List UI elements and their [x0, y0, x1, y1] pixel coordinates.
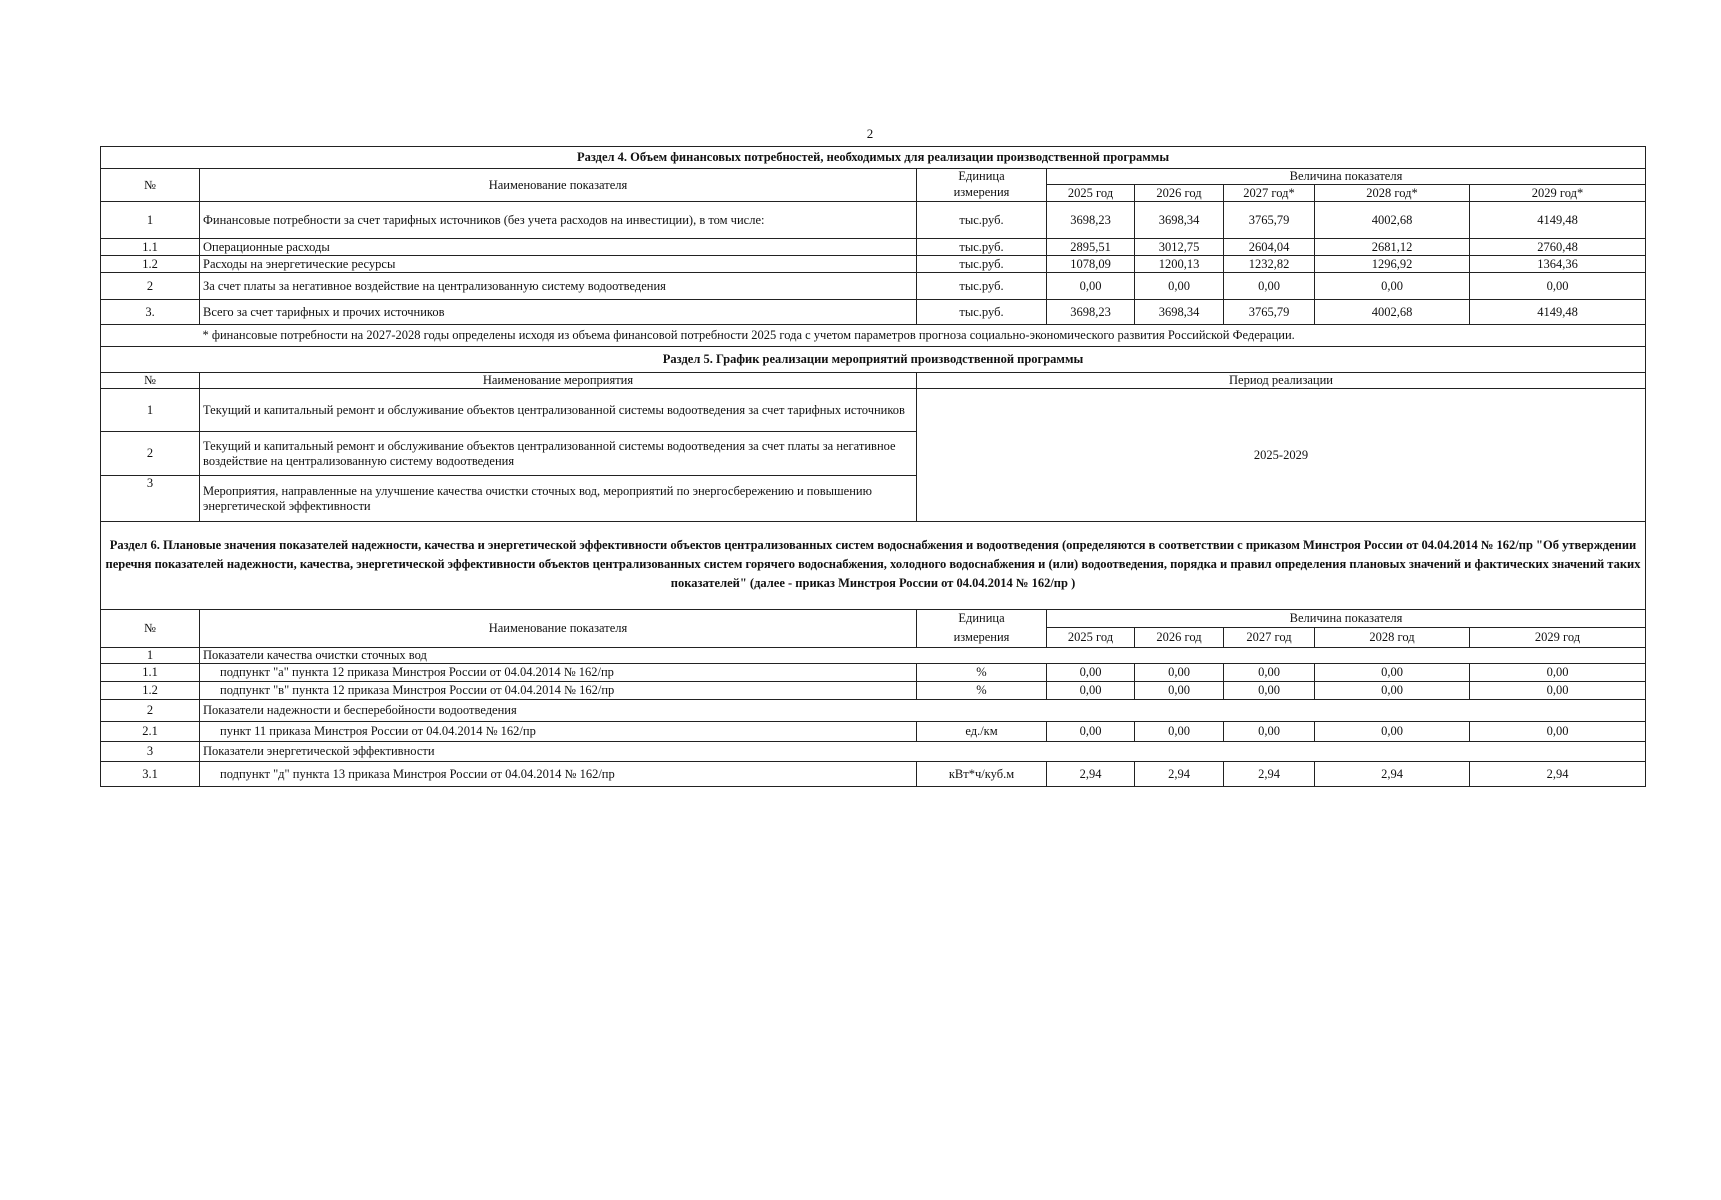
row-value: 0,00: [1135, 664, 1224, 682]
section4-title: Раздел 4. Объем финансовых потребностей, необходимых для реализации производственной программы: [101, 147, 1646, 169]
row-name: Мероприятия, направленные на улучшение качества очистки сточных вод, мероприятий по энергосбережению и повышению энергетической эффективности: [200, 476, 917, 522]
row-no: 3.1: [101, 762, 200, 787]
row-name: Всего за счет тарифных и прочих источников: [200, 300, 917, 325]
row-name: За счет платы за негативное воздействие на централизованную систему водоотведения: [200, 273, 917, 300]
row-name: Текущий и капитальный ремонт и обслуживание объектов централизованной системы водоотведения за счет платы за негативное воздействие на централизованную систему водоотведения: [200, 432, 917, 476]
row-unit: тыс.руб.: [917, 256, 1047, 273]
row-value: 3698,34: [1135, 300, 1224, 325]
program-tables: [100, 146, 1645, 787]
s6-year-2028: 2028 год: [1315, 628, 1470, 648]
row-value: 2,94: [1135, 762, 1224, 787]
row-value: 1232,82: [1224, 256, 1315, 273]
row-value: 4149,48: [1470, 202, 1646, 239]
table-row: [101, 648, 1646, 664]
table-row: [101, 700, 1646, 722]
row-value: 1078,09: [1047, 256, 1135, 273]
row-value: 3765,79: [1224, 300, 1315, 325]
row-no: 1.2: [101, 256, 200, 273]
row-value: 3698,23: [1047, 300, 1135, 325]
row-value: 4002,68: [1315, 202, 1470, 239]
s6-header-unit-line2: измерения: [917, 628, 1047, 648]
row-value: 0,00: [1470, 682, 1646, 700]
table-row: [101, 256, 1646, 273]
row-no: 2: [101, 700, 200, 722]
row-group-name: Показатели надежности и бесперебойности водоотведения: [200, 700, 1646, 722]
s4-header-unit-line2: измерения: [917, 185, 1047, 202]
row-unit: тыс.руб.: [917, 300, 1047, 325]
s4-year-2028: 2028 год*: [1315, 185, 1470, 202]
row-name: Финансовые потребности за счет тарифных источников (без учета расходов на инвестиции), в том числе:: [200, 202, 917, 239]
table-row: [101, 742, 1646, 762]
table-row: [101, 389, 1646, 432]
row-group-name: Показатели качества очистки сточных вод: [200, 648, 1646, 664]
main-table: [100, 146, 1646, 787]
table-row: [101, 664, 1646, 682]
row-value: 0,00: [1047, 722, 1135, 742]
row-name: Расходы на энергетические ресурсы: [200, 256, 917, 273]
table-row: [101, 300, 1646, 325]
s4-header-unit-line1: Единица: [917, 169, 1047, 185]
row-value: 4149,48: [1470, 300, 1646, 325]
row-no: 1.1: [101, 664, 200, 682]
row-value: 3698,23: [1047, 202, 1135, 239]
table-row: [101, 202, 1646, 239]
s6-year-2029: 2029 год: [1470, 628, 1646, 648]
row-unit: %: [917, 682, 1047, 700]
row-no: 3.: [101, 300, 200, 325]
s4-year-2026: 2026 год: [1135, 185, 1224, 202]
s5-header-period: Период реализации: [917, 373, 1646, 389]
row-value: 0,00: [1224, 273, 1315, 300]
row-value: 2,94: [1047, 762, 1135, 787]
row-value: 0,00: [1315, 273, 1470, 300]
row-value: 1364,36: [1470, 256, 1646, 273]
row-value: 0,00: [1224, 682, 1315, 700]
row-value: 2760,48: [1470, 239, 1646, 256]
row-name: подпункт "а" пункта 12 приказа Минстроя России от 04.04.2014 № 162/пр: [200, 664, 917, 682]
row-no: 1: [101, 202, 200, 239]
s6-header-unit-line1: Единица: [917, 610, 1047, 628]
row-value: 2,94: [1470, 762, 1646, 787]
table-row: [101, 239, 1646, 256]
row-no: 2: [101, 273, 200, 300]
s6-year-2027: 2027 год: [1224, 628, 1315, 648]
row-value: 2,94: [1315, 762, 1470, 787]
row-value: 2,94: [1224, 762, 1315, 787]
s6-header-value: Величина показателя: [1047, 610, 1646, 628]
row-no: 1.2: [101, 682, 200, 700]
row-no: 1: [101, 648, 200, 664]
row-value: 0,00: [1315, 722, 1470, 742]
row-value: 0,00: [1135, 722, 1224, 742]
s6-year-2025: 2025 год: [1047, 628, 1135, 648]
row-no: 2: [101, 432, 200, 476]
row-value: 0,00: [1315, 682, 1470, 700]
s5-period-value: 2025-2029: [917, 389, 1646, 522]
row-value: 0,00: [1315, 664, 1470, 682]
row-no: 2.1: [101, 722, 200, 742]
row-value: 1296,92: [1315, 256, 1470, 273]
row-value: 2604,04: [1224, 239, 1315, 256]
s5-header-name: Наименование мероприятия: [200, 373, 917, 389]
row-no: 1: [101, 389, 200, 432]
row-unit: %: [917, 664, 1047, 682]
s5-header-no: №: [101, 373, 200, 389]
section6-title: Раздел 6. Плановые значения показателей надежности, качества и энергетической эффективности объектов централизованных систем водоснабжения и водоотведения (определяются в соответствии с приказом Минстроя России от 04.04.2014 № 162/пр "Об утверждении перечня показателей надежности, качества, энергетической эффективности объектов централизованных систем горячего водоснабжения, холодного водоснабжения и (или) водоотведения, порядка и правил определения плановых значений и фактических значений таких показателей" (далее - приказ Минстроя России от 04.04.2014 № 162/пр ): [101, 522, 1646, 610]
row-name: подпункт "в" пункта 12 приказа Минстроя России от 04.04.2014 № 162/пр: [200, 682, 917, 700]
row-value: 1200,13: [1135, 256, 1224, 273]
row-name: подпункт "д" пункта 13 приказа Минстроя России от 04.04.2014 № 162/пр: [200, 762, 917, 787]
table-row: [101, 273, 1646, 300]
table-row: [101, 682, 1646, 700]
row-no: 3: [101, 742, 200, 762]
s4-header-name: Наименование показателя: [200, 169, 917, 202]
row-unit: тыс.руб.: [917, 239, 1047, 256]
row-value: 0,00: [1224, 664, 1315, 682]
row-no: 1.1: [101, 239, 200, 256]
row-value: 0,00: [1224, 722, 1315, 742]
row-value: 0,00: [1470, 273, 1646, 300]
s4-year-2025: 2025 год: [1047, 185, 1135, 202]
s4-year-2027: 2027 год*: [1224, 185, 1315, 202]
table-row: [101, 762, 1646, 787]
row-value: 3012,75: [1135, 239, 1224, 256]
s6-year-2026: 2026 год: [1135, 628, 1224, 648]
row-name: пункт 11 приказа Минстроя России от 04.04.2014 № 162/пр: [200, 722, 917, 742]
row-unit: ед./км: [917, 722, 1047, 742]
row-value: 2895,51: [1047, 239, 1135, 256]
row-unit: тыс.руб.: [917, 273, 1047, 300]
row-value: 0,00: [1135, 682, 1224, 700]
row-value: 0,00: [1135, 273, 1224, 300]
row-group-name: Показатели энергетической эффективности: [200, 742, 1646, 762]
s4-year-2029: 2029 год*: [1470, 185, 1646, 202]
s4-header-value: Величина показателя: [1047, 169, 1646, 185]
row-value: 0,00: [1047, 664, 1135, 682]
row-name: Текущий и капитальный ремонт и обслуживание объектов централизованной системы водоотведения за счет тарифных источников: [200, 389, 917, 432]
section4-footnote: * финансовые потребности на 2027-2028 годы определены исходя из объема финансовой потребности 2025 года с учетом параметров прогноза социально-экономического развития Российской Федерации.: [200, 325, 1646, 347]
row-value: 4002,68: [1315, 300, 1470, 325]
row-unit: тыс.руб.: [917, 202, 1047, 239]
section5-title: Раздел 5. График реализации мероприятий производственной программы: [101, 347, 1646, 373]
row-value: 0,00: [1470, 664, 1646, 682]
row-value: 2681,12: [1315, 239, 1470, 256]
row-value: 0,00: [1470, 722, 1646, 742]
row-value: 0,00: [1047, 682, 1135, 700]
s6-header-no: №: [101, 610, 200, 648]
row-value: 3765,79: [1224, 202, 1315, 239]
s6-header-name: Наименование показателя: [200, 610, 917, 648]
row-unit: кВт*ч/куб.м: [917, 762, 1047, 787]
row-no: 3: [101, 476, 200, 522]
s4-header-no: №: [101, 169, 200, 202]
page-number: 2: [866, 126, 874, 141]
table-row: [101, 722, 1646, 742]
row-name: Операционные расходы: [200, 239, 917, 256]
row-value: 0,00: [1047, 273, 1135, 300]
row-value: 3698,34: [1135, 202, 1224, 239]
